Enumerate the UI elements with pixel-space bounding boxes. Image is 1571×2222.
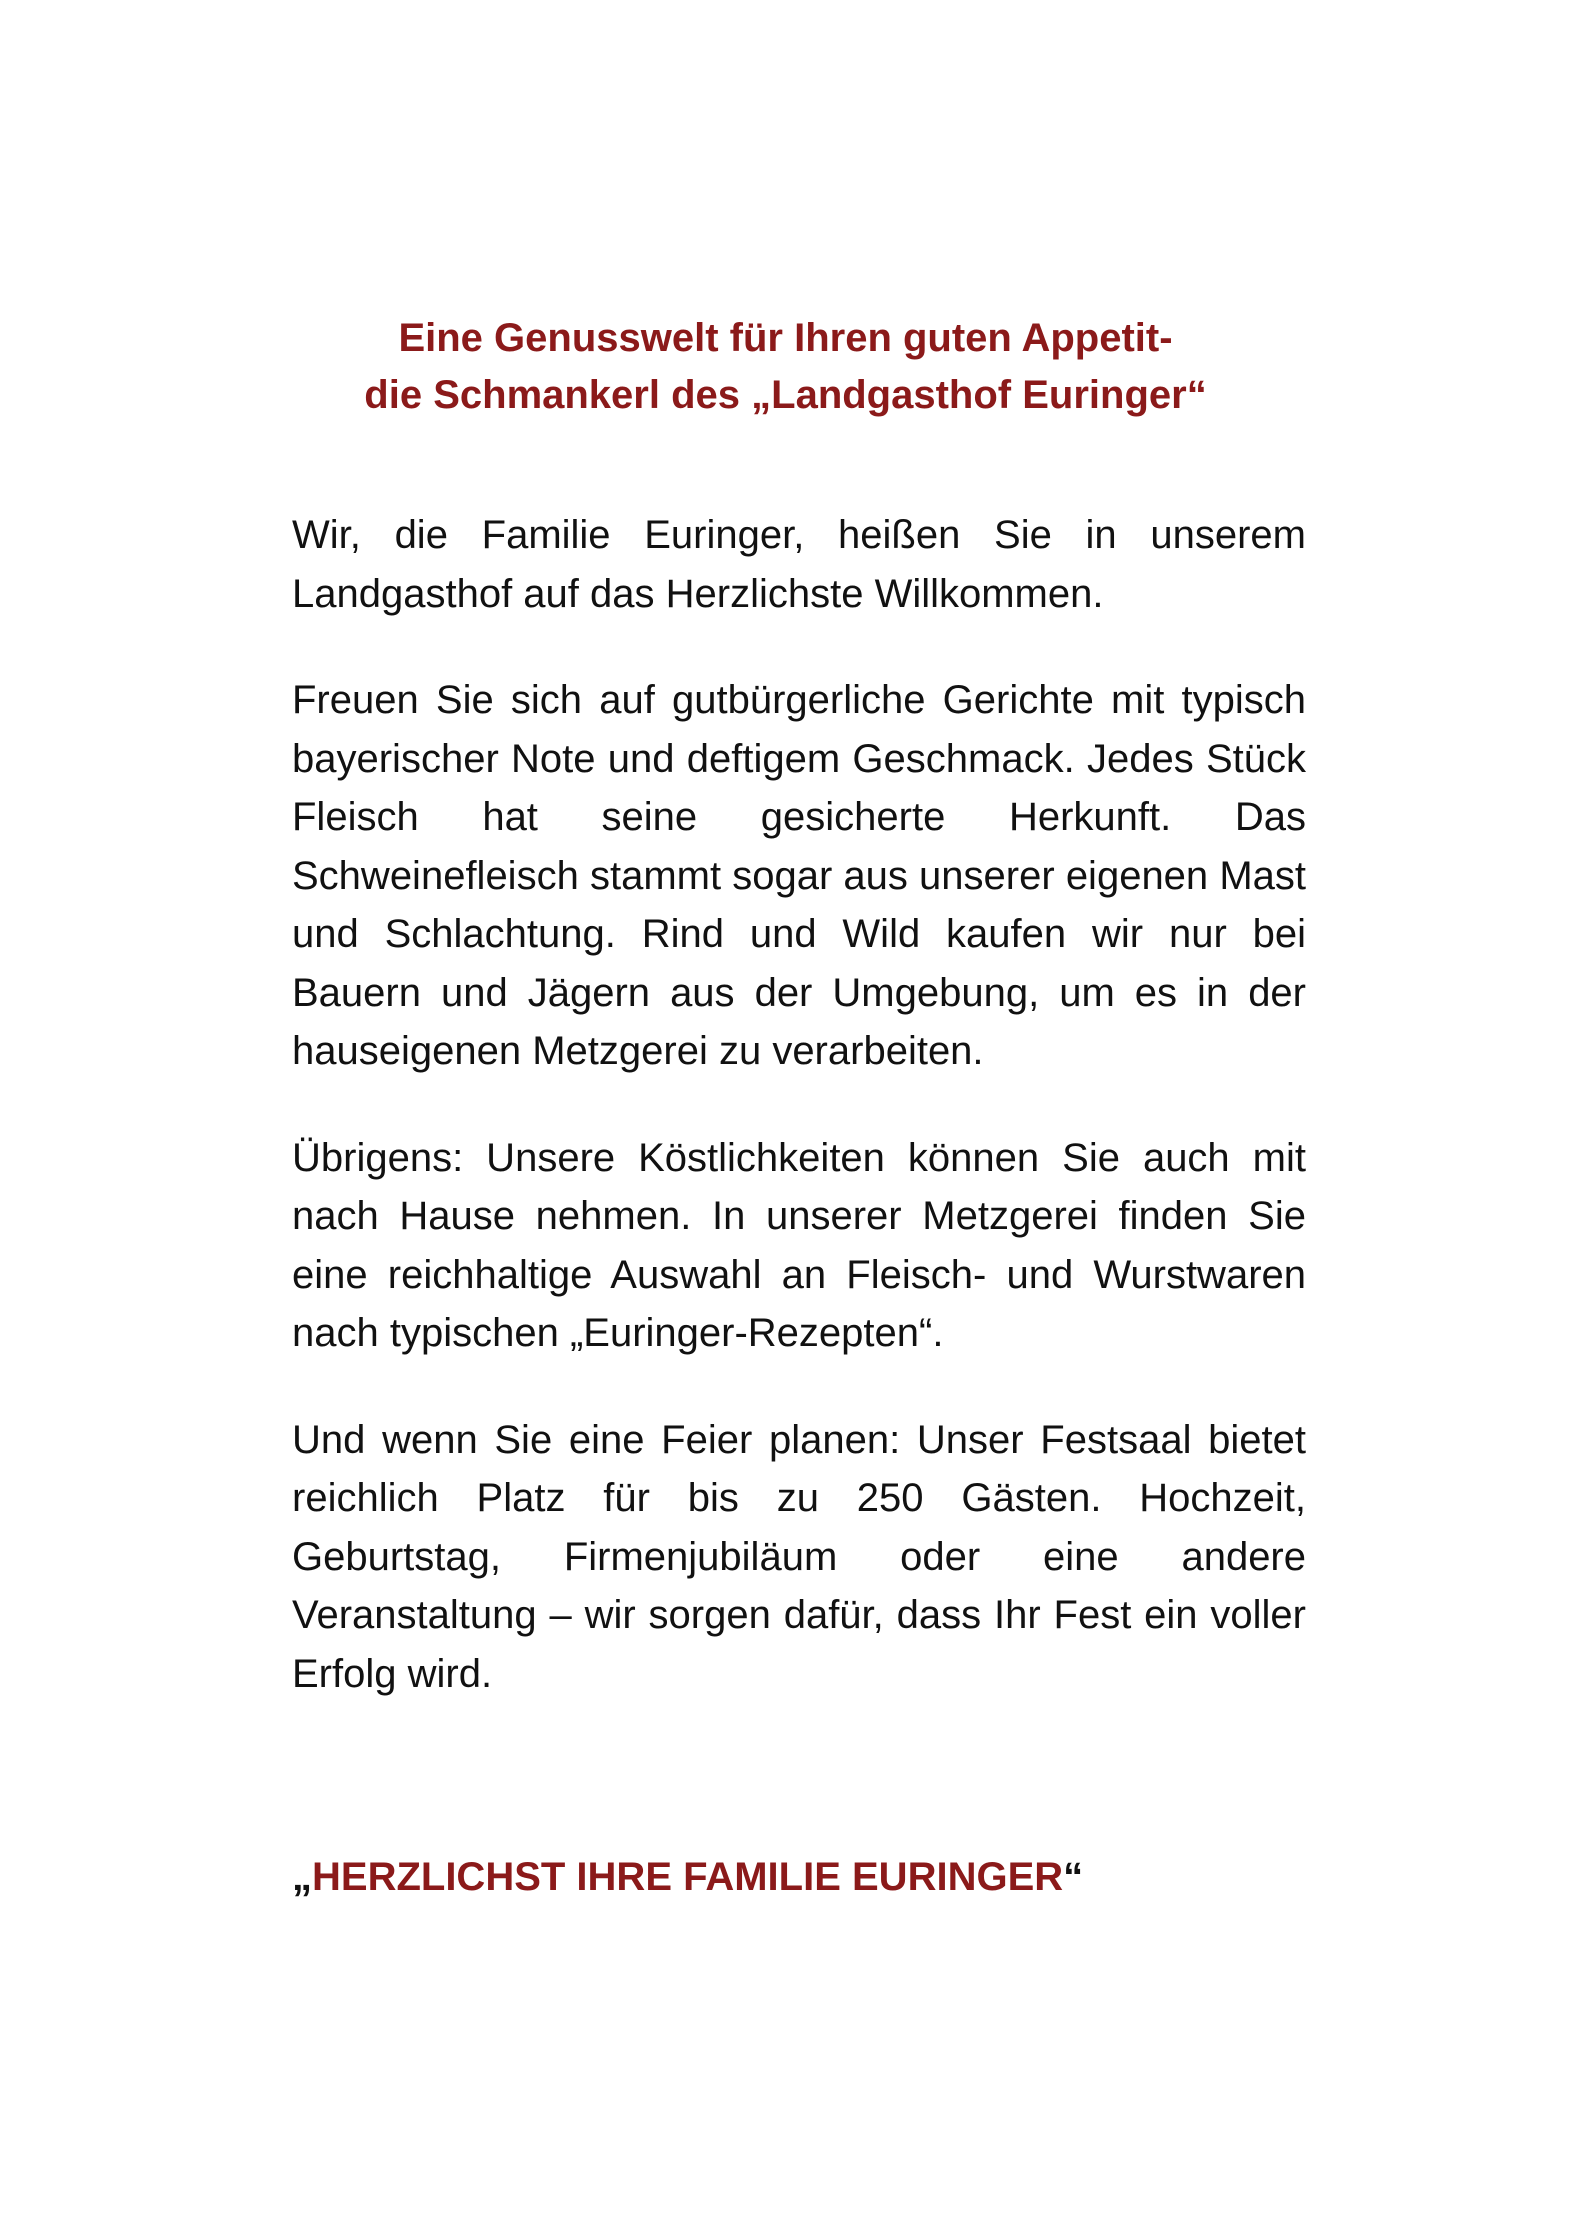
title-line-1: Eine Genusswelt für Ihren guten Appetit- — [398, 316, 1173, 360]
signature-close-quote: “ — [1063, 1855, 1084, 1899]
body-text — [292, 506, 1306, 1751]
document-title — [0, 310, 1571, 424]
signature-open-quote: „ — [292, 1855, 312, 1899]
paragraph-dishes: Freuen Sie sich auf gutbürgerliche Gerichte mit typisch bayerischer Note und deftigem Geschmack. Jedes Stück Fleisch hat seine gesicherte Herkunft. Das Schweinefleisch stammt sogar aus unserer eigenen Mast und Schlachtung. Rind und Wild kaufen wir nur bei Bauern und Jägern aus der Umgebung, um es in der hauseigenen Metzgerei zu verarbeiten. — [292, 678, 1306, 1073]
paragraph-welcome: Wir, die Familie Euringer, heißen Sie in unserem Landgasthof auf das Herzlichste Willkommen. — [292, 513, 1306, 616]
signature — [292, 1848, 1306, 1906]
paragraph-events: Und wenn Sie eine Feier planen: Unser Festsaal bietet reichlich Platz für bis zu 250 Gästen. Hochzeit, Geburtstag, Firmenjubiläum oder eine andere Veranstaltung – wir sorgen dafür, dass Ihr Fest ein voller Erfolg wird. — [292, 1417, 1306, 1696]
paragraph-butchery: Übrigens: Unsere Köstlichkeiten können Sie auch mit nach Hause nehmen. In unserer Metzgerei finden Sie eine reichhaltige Auswahl an Fleisch- und Wurstwaren nach typischen „Euringer-Rezepten“. — [292, 1135, 1306, 1355]
title-line-2: die Schmankerl des „Landgasthof Euringer“ — [364, 373, 1207, 417]
signature-text: HERZLICHST IHRE FAMILIE EURINGER — [312, 1855, 1064, 1899]
